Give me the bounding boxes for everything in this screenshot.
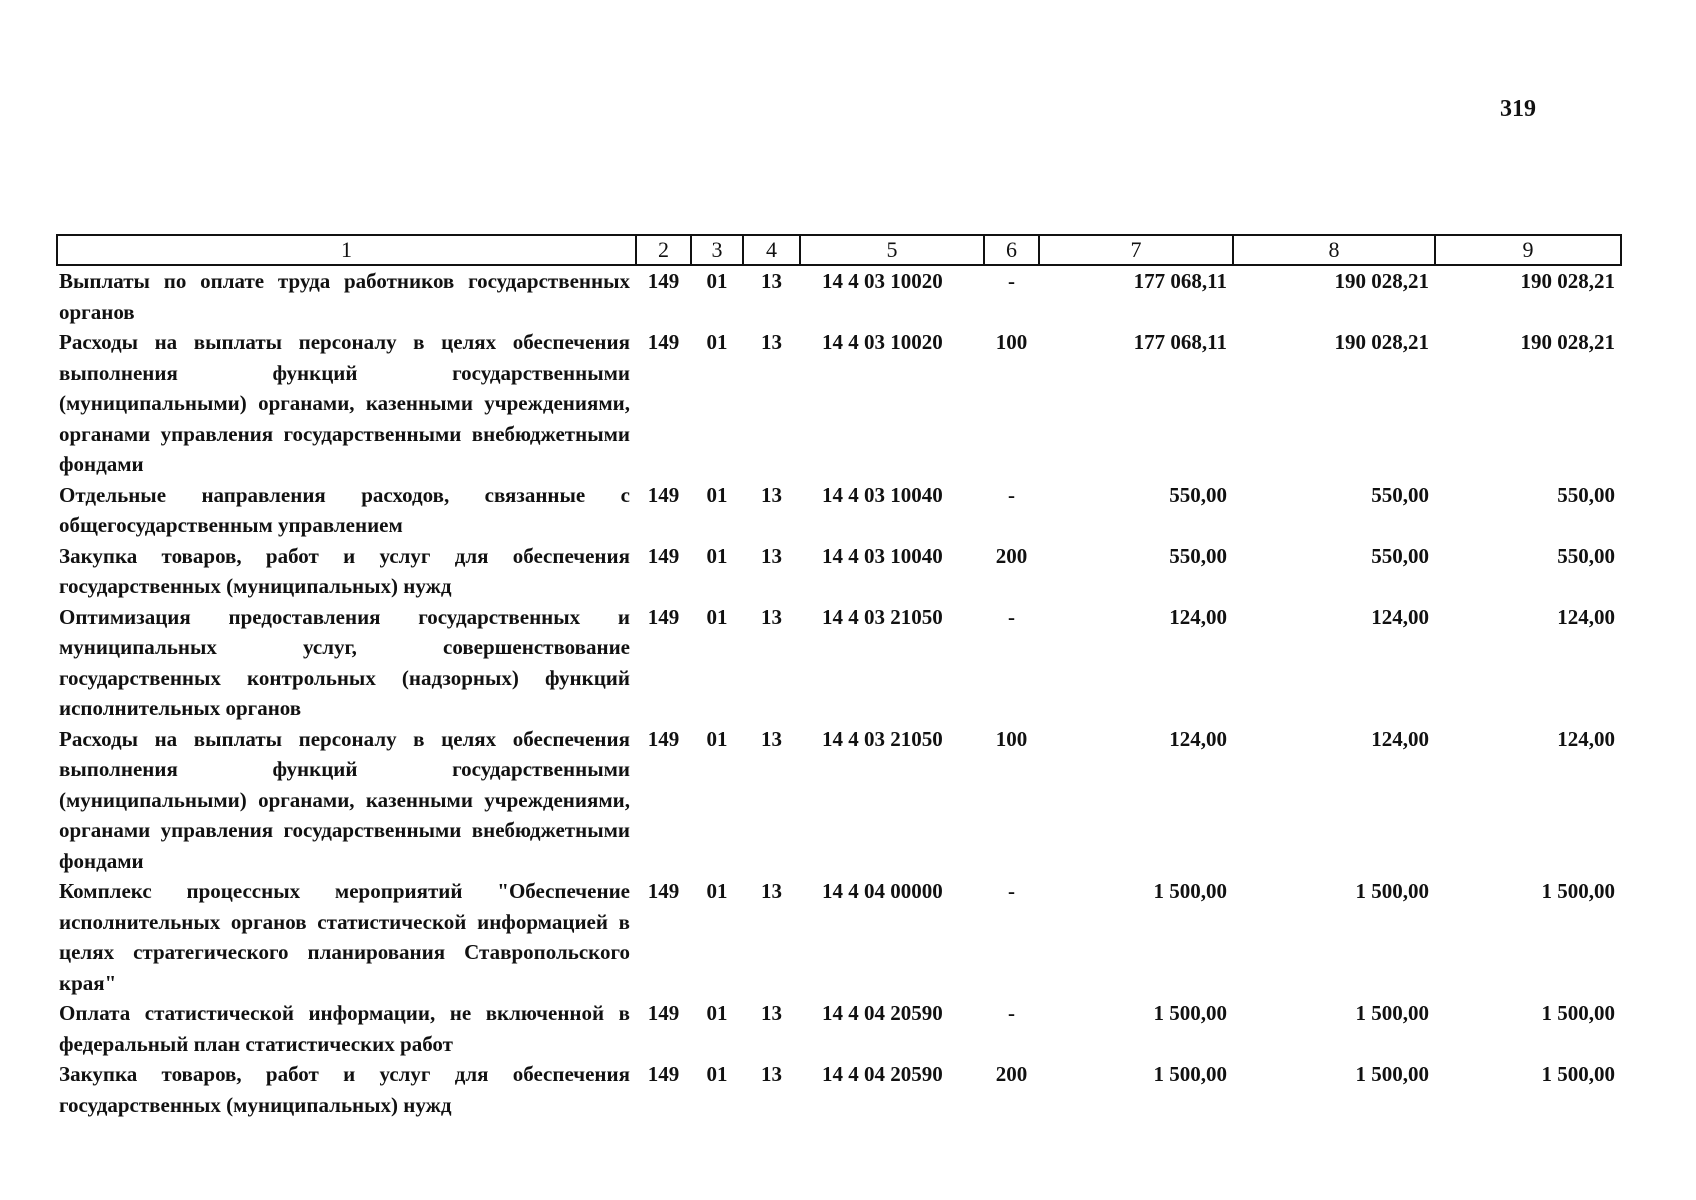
row-section: 01	[706, 1062, 728, 1086]
page-number: 319	[1500, 96, 1536, 122]
row-target-article: 14 4 03 10040	[822, 482, 943, 507]
row-target-article: 14 4 03 10020	[822, 269, 943, 293]
row-subsection: 13	[761, 726, 782, 751]
header-col-4: 4	[743, 235, 800, 265]
row-amount-col-7: 1 500,00	[1153, 879, 1227, 903]
row-expense-type: -	[1008, 269, 1015, 293]
row-expense-type: 200	[995, 1062, 1028, 1086]
row-amount-col-7: 124,00	[1169, 726, 1227, 751]
row-admin-code: 149	[647, 726, 680, 751]
row-amount-col-8: 124,00	[1371, 726, 1429, 751]
row-description: Закупка товаров, работ и услуг для обеспечения государственных (муниципальных) нужд	[59, 1062, 630, 1117]
row-description: Расходы на выплаты персоналу в целях обеспечения выполнения функций государственными (муниципальными) органами, казенными учреждениями, органами управления государственными внебюджетными фондами	[59, 330, 630, 476]
row-description: Оптимизация предоставления государственных и муниципальных услуг, совершенствование государственных контрольных (надзорных) функций исполнительных органов	[59, 604, 630, 720]
row-description: Отдельные направления расходов, связанные с общегосударственным управлением	[59, 482, 630, 537]
row-section: 01	[706, 543, 728, 568]
row-section: 01	[706, 604, 728, 629]
row-admin-code: 149	[647, 604, 680, 629]
row-amount-col-9: 190 028,21	[1520, 269, 1615, 293]
row-target-article: 14 4 03 10040	[822, 543, 943, 568]
header-col-6: 6	[984, 235, 1039, 265]
row-section: 01	[706, 1001, 728, 1025]
row-target-article: 14 4 04 20590	[822, 1062, 943, 1086]
table-row	[57, 602, 1621, 724]
row-amount-col-7: 177 068,11	[1133, 330, 1227, 354]
row-expense-type: -	[1008, 1001, 1015, 1025]
row-expense-type: 100	[995, 330, 1028, 354]
row-amount-col-7: 550,00	[1169, 543, 1227, 568]
row-admin-code: 149	[647, 330, 680, 354]
table-row	[57, 876, 1621, 998]
row-section: 01	[706, 330, 728, 354]
row-description: Выплаты по оплате труда работников государственных органов	[59, 269, 630, 324]
row-expense-type: 200	[995, 543, 1028, 568]
row-admin-code: 149	[647, 1001, 680, 1025]
budget-table	[56, 234, 1622, 1120]
row-amount-col-7: 1 500,00	[1153, 1062, 1227, 1086]
table-row	[57, 541, 1621, 602]
row-target-article: 14 4 04 20590	[822, 1001, 943, 1025]
row-subsection: 13	[761, 604, 782, 629]
row-amount-col-8: 1 500,00	[1355, 1062, 1429, 1086]
row-subsection: 13	[761, 879, 782, 903]
row-amount-col-8: 190 028,21	[1334, 330, 1429, 354]
table-body	[57, 265, 1621, 1120]
row-amount-col-7: 1 500,00	[1153, 1001, 1227, 1025]
table-row	[57, 265, 1621, 327]
row-target-article: 14 4 03 21050	[822, 604, 943, 629]
row-section: 01	[706, 879, 728, 903]
row-subsection: 13	[761, 543, 782, 568]
row-admin-code: 149	[647, 1062, 680, 1086]
header-col-5: 5	[800, 235, 984, 265]
header-row	[57, 235, 1621, 265]
row-admin-code: 149	[647, 269, 680, 293]
header-col-2: 2	[636, 235, 691, 265]
row-amount-col-8: 124,00	[1371, 604, 1429, 629]
row-admin-code: 149	[647, 543, 680, 568]
row-amount-col-9: 550,00	[1557, 543, 1615, 568]
header-col-7: 7	[1039, 235, 1233, 265]
row-amount-col-9: 1 500,00	[1541, 1062, 1615, 1086]
row-description: Закупка товаров, работ и услуг для обеспечения государственных (муниципальных) нужд	[59, 543, 630, 598]
row-subsection: 13	[761, 330, 782, 354]
row-amount-col-8: 550,00	[1371, 543, 1429, 568]
table-row	[57, 480, 1621, 541]
header-col-1: 1	[57, 235, 636, 265]
table-row	[57, 1059, 1621, 1120]
row-admin-code: 149	[647, 482, 680, 507]
row-amount-col-9: 550,00	[1557, 482, 1615, 507]
row-amount-col-8: 190 028,21	[1334, 269, 1429, 293]
table-row	[57, 724, 1621, 877]
row-section: 01	[706, 269, 728, 293]
row-subsection: 13	[761, 482, 782, 507]
row-amount-col-7: 550,00	[1169, 482, 1227, 507]
row-expense-type: -	[1008, 879, 1015, 903]
row-subsection: 13	[761, 1001, 782, 1025]
row-amount-col-8: 550,00	[1371, 482, 1429, 507]
row-target-article: 14 4 03 10020	[822, 330, 943, 354]
row-description: Оплата статистической информации, не включенной в федеральный план статистических работ	[59, 1001, 630, 1056]
row-subsection: 13	[761, 1062, 782, 1086]
row-amount-col-8: 1 500,00	[1355, 879, 1429, 903]
row-amount-col-7: 177 068,11	[1133, 269, 1227, 293]
header-col-3: 3	[691, 235, 743, 265]
row-amount-col-9: 190 028,21	[1520, 330, 1615, 354]
row-expense-type: -	[1008, 482, 1015, 507]
row-expense-type: 100	[995, 726, 1028, 751]
row-amount-col-8: 1 500,00	[1355, 1001, 1429, 1025]
row-description: Комплекс процессных мероприятий "Обеспечение исполнительных органов статистической информацией в целях стратегического планирования Ставропольского края"	[59, 879, 630, 995]
table-row	[57, 327, 1621, 480]
row-section: 01	[706, 726, 728, 751]
header-col-8: 8	[1233, 235, 1435, 265]
row-admin-code: 149	[647, 879, 680, 903]
row-target-article: 14 4 04 00000	[822, 879, 943, 903]
row-target-article: 14 4 03 21050	[822, 726, 943, 751]
row-description: Расходы на выплаты персоналу в целях обеспечения выполнения функций государственными (муниципальными) органами, казенными учреждениями, органами управления государственными внебюджетными фондами	[59, 726, 630, 873]
row-amount-col-7: 124,00	[1169, 604, 1227, 629]
row-expense-type: -	[1008, 604, 1015, 629]
table-header	[57, 235, 1621, 265]
row-section: 01	[706, 482, 728, 507]
row-amount-col-9: 1 500,00	[1541, 1001, 1615, 1025]
row-amount-col-9: 124,00	[1557, 604, 1615, 629]
header-col-9: 9	[1435, 235, 1621, 265]
table-row	[57, 998, 1621, 1059]
row-amount-col-9: 124,00	[1557, 726, 1615, 751]
row-subsection: 13	[761, 269, 782, 293]
row-amount-col-9: 1 500,00	[1541, 879, 1615, 903]
